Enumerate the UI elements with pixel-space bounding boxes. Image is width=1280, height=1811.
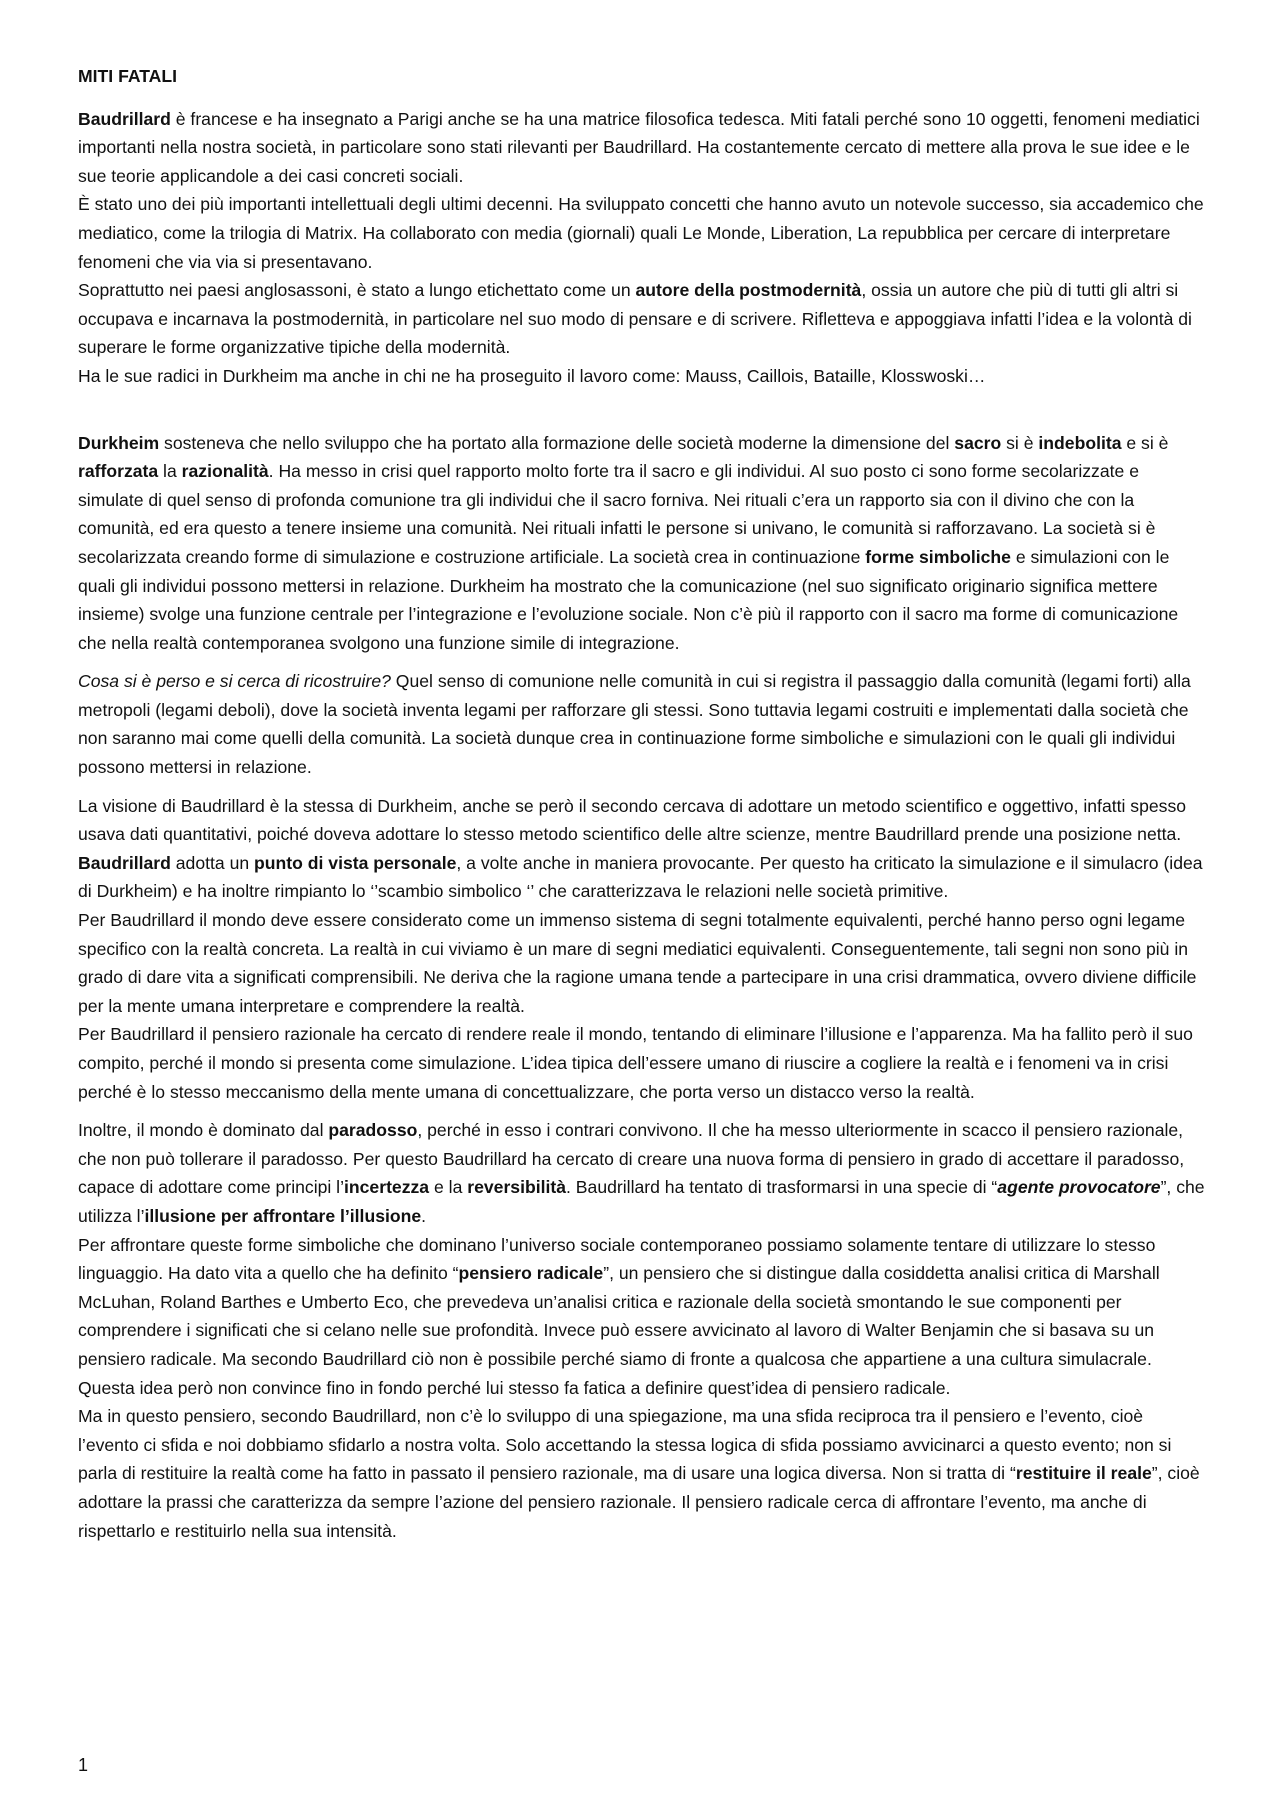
text-run: è francese e ha insegnato a Parigi anche se ha una matrice filosofica tedesca. Miti fatali perché sono 10 oggetti, fenomeni mediatici importanti nella nostra società, in particolare sono stati rilevanti per Baudrillard. Ha costantemente cercato di mettere alla prova le sue idee e le sue teorie applicandole a dei casi concreti sociali. (78, 108, 1200, 186)
paragraph-10: Per Baudrillard il pensiero razionale ha cercato di rendere reale il mondo, tentando di eliminare l’illusione e l’apparenza. Ma ha fallito però il suo compito, perché il mondo si presenta come simulazione. L’idea tipica dell’essere umano di riuscire a cogliere la realtà e i fenomeni va in crisi perché è lo stesso meccanismo della mente umana di concettualizzare, che porta verso un distacco verso la realtà. (78, 1024, 1193, 1102)
page-number: 1 (78, 1755, 89, 1775)
paragraph-3 (78, 276, 1206, 362)
bold-text: incertezza (344, 1177, 430, 1198)
text-run: Inoltre, il mondo è dominato dal (78, 1120, 329, 1141)
bold-text: paradosso (328, 1120, 418, 1141)
paragraph-7: La visione di Baudrillard è la stessa di Durkheim, anche se però il secondo cercava di adottare un metodo scientifico e oggettivo, infatti spesso usava dati quantitativi, poiché doveva adottare lo stesso metodo scientifico delle altre scienze, mentre Baudrillard prende una posizione netta. (78, 795, 1187, 845)
paragraph-6 (78, 667, 1206, 781)
bold-text: Baudrillard (78, 108, 171, 129)
document-title: MITI FATALI (78, 66, 178, 86)
text-run: Soprattutto nei paesi anglosassoni, è stato a lungo etichettato come un (78, 280, 636, 301)
text-run: si è (1001, 432, 1039, 453)
text-run: , ossia un autore che più di tutti gli altri si occupava e incarnava la postmodernità, in particolare nel suo modo di pensare e di scrivere. Rifletteva e appoggiava infatti l’idea e la volontà di superare le forme organizzative tipiche della modernità. (78, 280, 1192, 358)
paragraph-5 (78, 429, 1206, 658)
text-run: . (421, 1205, 427, 1226)
text-run: . Ha messo in crisi quel rapporto molto forte tra il sacro e gli individui. Al suo posto ci sono forme secolarizzate e simulate di quel senso di profonda comunione tra gli individui che il sacro forniva. Nei rituali c’era un rapporto sia con il divino che con la comunità, ed era questo a tenere insieme una comunità. Nei rituali infatti le persone si univano, le comunità si rafforzavano. La società si è secolarizzata creando forme di simulazione e costruzione artificiale. La società crea in continuazione (78, 461, 1156, 567)
bold-text: indebolita (1038, 432, 1122, 453)
italic-text: agente provocatore (997, 1177, 1161, 1198)
text-run: ”, che utilizza l’ (78, 1177, 1205, 1226)
paragraph-11 (78, 1116, 1206, 1230)
document-body (78, 62, 1206, 1545)
text-run: e la (429, 1177, 468, 1198)
paragraph-12 (78, 1231, 1206, 1403)
bold-text: Durkheim (78, 432, 160, 453)
bold-text: Baudrillard (78, 852, 171, 873)
bold-text: illusione per affrontare l’illusione (144, 1205, 422, 1226)
bold-text: forme simboliche (865, 546, 1011, 567)
paragraph-2: È stato uno dei più importanti intellettuali degli ultimi decenni. Ha sviluppato concetti che hanno avuto un notevole successo, sia accademico che mediatico, come la trilogia di Matrix. Ha collaborato con media (giornali) quali Le Monde, Liberation, La repubblica per cercare di interpretare fenomeni che via via si presentavano. (78, 194, 1204, 272)
text-run: . Baudrillard ha tentato di trasformarsi in una specie di “ (566, 1177, 998, 1198)
paragraph-1 (78, 105, 1206, 191)
bold-text: sacro (954, 432, 1002, 453)
bold-italic-text (997, 1177, 1160, 1197)
bold-text: pensiero radicale (458, 1263, 604, 1284)
paragraph-4: Ha le sue radici in Durkheim ma anche in chi ne ha proseguito il lavoro come: Mauss, Caillois, Bataille, Klosswoski… (78, 365, 986, 386)
bold-text: reversibilità (467, 1177, 567, 1198)
paragraph-8 (78, 849, 1206, 906)
text-run: ”, cioè adottare la prassi che caratterizza da sempre l’azione del pensiero razionale. Il pensiero radicale cerca di affrontare l’evento, ma anche di rispettarlo e restituirlo nella sua intensità. (78, 1463, 1200, 1541)
bold-text: razionalità (181, 461, 269, 482)
italic-text: Cosa si è perso e si cerca di ricostruire? (78, 671, 391, 692)
paragraph-9: Per Baudrillard il mondo deve essere considerato come un immenso sistema di segni totalmente equivalenti, perché hanno perso ogni legame specifico con la realtà concreta. La realtà in cui viviamo è un mare di segni mediatici equivalenti. Conseguentemente, tali segni non sono più in grado di dare vita a significati comprensibili. Ne deriva che la ragione umana tende a partecipare in una crisi drammatica, ovvero diviene difficile per la mente umana interpretare e comprendere la realtà. (78, 910, 1197, 1016)
text-run: e si è (1121, 432, 1169, 453)
bold-text: punto di vista personale (254, 852, 457, 873)
paragraph-13 (78, 1402, 1206, 1545)
text-run: Quel senso di comunione nelle comunità in cui si registra il passaggio dalla comunità (legami forti) alla metropoli (legami deboli), dove la società inventa legami per rafforzare gli stessi. Sono tuttavia legami costruiti e implementati dalla società che non saranno mai come quelli della comunità. La società dunque crea in continuazione forme simboliche e simulazioni con le quali gli individui possono mettersi in relazione. (78, 671, 1191, 778)
bold-text: rafforzata (78, 461, 159, 482)
text-run: Per affrontare queste forme simboliche che dominano l’universo sociale contemporaneo possiamo solamente tentare di utilizzare lo stesso linguaggio. Ha dato vita a quello che ha definito “ (78, 1234, 1156, 1284)
bold-text: autore della postmodernità (635, 280, 862, 301)
text-run: sosteneva che nello sviluppo che ha portato alla formazione delle società moderne la dimensione del (159, 432, 955, 453)
text-run: , perché in esso i contrari convivono. Il che ha messo ulteriormente in scacco il pensiero razionale, che non può tollerare il paradosso. Per questo Baudrillard ha cercato di creare una nuova forma di pensiero in grado di accettare il paradosso, capace di adottare come principi l’ (78, 1120, 1185, 1198)
text-run: adotta un (170, 852, 255, 873)
text-run: Ma in questo pensiero, secondo Baudrillard, non c’è lo sviluppo di una spiegazione, ma una sfida reciproca tra il pensiero e l’evento, cioè l’evento ci sfida e noi dobbiamo sfidarlo a nostra volta. Solo accettando la stessa logica di sfida possiamo avvicinarci a questo evento; non si parla di restituire la realtà come ha fatto in passato il pensiero razionale, ma di usare una logica diversa. Non si tratta di “ (78, 1406, 1172, 1484)
text-run: , a volte anche in maniera provocante. Per questo ha criticato la simulazione e il simulacro (idea di Durkheim) e ha inoltre rimpianto lo ‘’scambio simbolico ‘’ che caratterizzava le relazioni nelle società primitive. (78, 852, 1203, 902)
bold-text: restituire il reale (1015, 1463, 1152, 1484)
text-run: e simulazioni con le quali gli individui possono mettersi in relazione. Durkheim ha mostrato che la comunicazione (nel suo significato originario significa mettere insieme) svolge una funzione centrale per l’integrazione e l’evoluzione sociale. Non c’è più il rapporto con il sacro ma forme di comunicazione che nella realtà contemporanea svolgono una funzione simile di integrazione. (78, 546, 1179, 653)
text-run: ”, un pensiero che si distingue dalla cosiddetta analisi critica di Marshall McLuhan, Roland Barthes e Umberto Eco, che prevedeva un’analisi critica e razionale della società smontando le sue componenti per comprendere i significati che si celano nelle sue profondità. Invece può essere avvicinato al lavoro di Walter Benjamin che si basava su un pensiero radicale. Ma secondo Baudrillard ciò non è possibile perché siamo di fronte a qualcosa che appartiene a una cultura simulacrale. Questa idea però non convince fino in fondo perché lui stesso fa fatica a definire quest’idea di pensiero radicale. (78, 1263, 1160, 1398)
text-run: la (158, 461, 182, 482)
